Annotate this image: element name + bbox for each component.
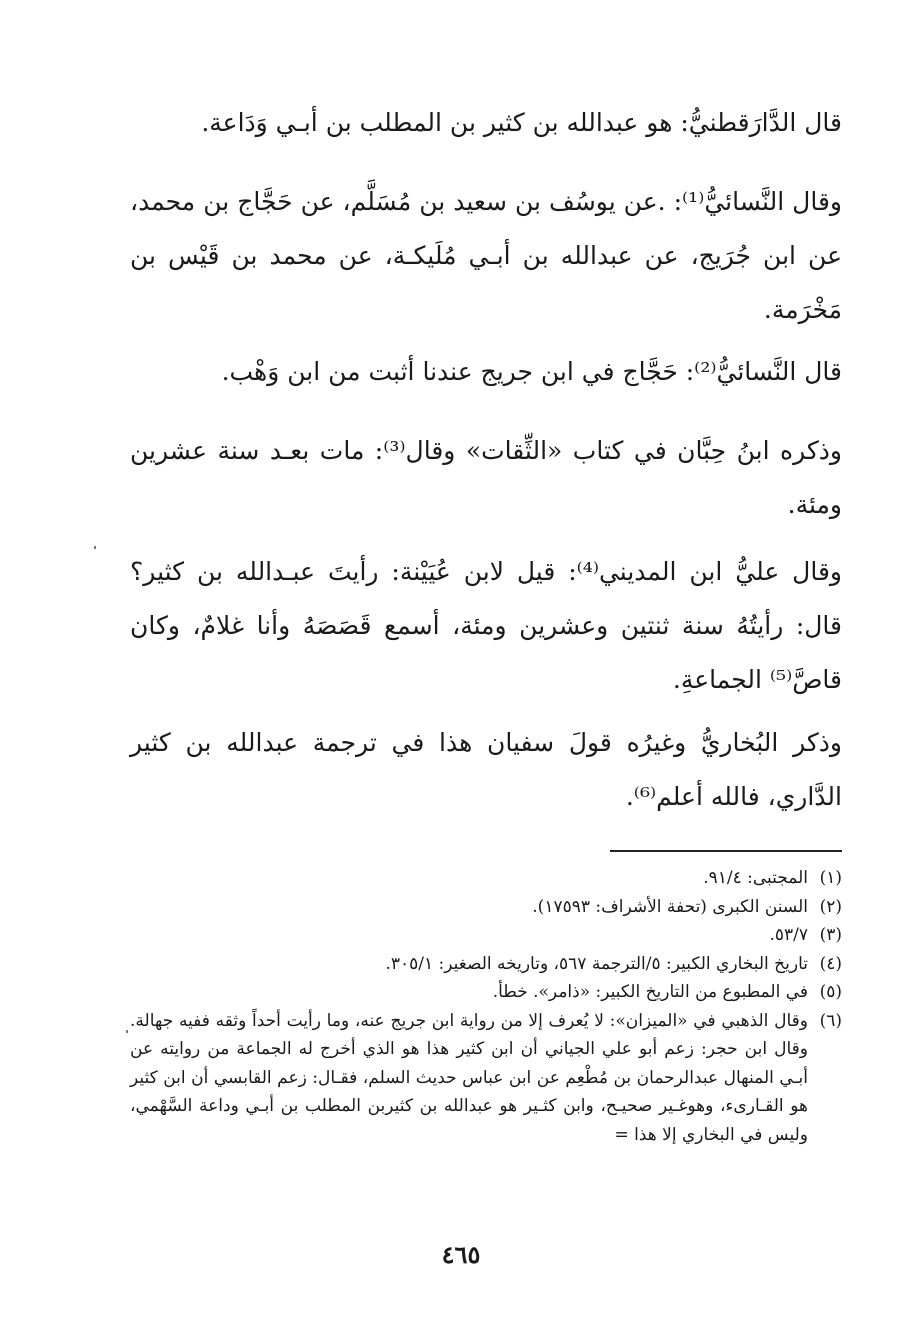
paragraph-nasai-isnad: وقال النَّسائيُّ⁽¹⁾: .عن يوسُف بن سعيد بن مُسَلَّم، عن حَجَّاج بن محمد، عن ابن جُرَيج، عن عبدالله بن أبـي مُلَيكـة، عن محمد بن قَيْس بن مَخْرَمة.: [130, 187, 842, 324]
footnote-text: تاريخ البخاري الكبير: ٥/الترجمة ٥٦٧، وتاريخه الصغير: ٣٠٥/١.: [385, 953, 808, 974]
footnote-number: (١): [819, 868, 842, 888]
footnote-text: السنن الكبرى (تحفة الأشراف: ١٧٥٩٣).: [532, 896, 808, 917]
footnote-number: (٢): [819, 896, 842, 917]
paragraph-daraqutni: قال الدَّارَقطنيُّ: هو عبدالله بن كثير بن المطلب بن أبـي وَدَاعة.: [201, 108, 842, 137]
footnote-number: (٤): [819, 953, 842, 974]
footnote-5: [130, 978, 842, 1007]
footnote-text: في المطبوع من التاريخ الكبير: «ذامر». خطأ.: [492, 982, 808, 1002]
footnote-1: [130, 864, 842, 893]
paragraph-nasai-hajjaj: قال النَّسائيُّ⁽²⁾: حَجَّاج في ابن جريج عندنا أثبت من ابن وَهْب.: [221, 357, 842, 386]
footnote-number: (٣): [819, 925, 842, 945]
scan-speck: [94, 546, 96, 549]
footnote-number: (٦): [819, 1010, 842, 1031]
paragraph-bukhari: وذكر البُخاريُّ وغيرُه قولَ سفيان هذا في ترجمة عبدالله بن كثير الدَّاري، فالله أعلم⁽⁶⁾.: [130, 728, 842, 811]
footnote-3: [130, 921, 842, 950]
footnote-6: [130, 1007, 842, 1150]
paragraph-ibn-hibban: وذكره ابنُ حِبَّان في كتاب «الثِّقات» وقال⁽³⁾: مات بعـد سنة عشرين ومئة.: [130, 436, 842, 519]
footnotes: [130, 864, 842, 1149]
footnote-number: (٥): [819, 982, 842, 1002]
footnote-text: وقال الذهبي في «الميزان»: لا يُعرف إلا من رواية ابن جريج عنه، وما رأيت أحداً وثقه ففيه جهالة. وقال ابن حجر: زعم أبو علي الجياني أن ابن كثير هذا هو الذي أخرج له الجماعة من روايته عن أبـي المنهال عبدالرحمان بن مُطْعِم عن ابن عباس حديث السلم، فقـال: زعم القابسي أن ابن كثير هو القـارىء، وهوغـير صحيـح، وابن كثـير هو عبدالله بن كثيربن المطلب بن أبـي وداعة السَّهْمي، وليس في البخاري إلا هذا =: [130, 1010, 808, 1145]
scan-speck: [126, 1030, 128, 1033]
footnote-text: المجتبى: ٩١/٤.: [703, 868, 808, 888]
footnote-text: ٥٣/٧.: [769, 925, 808, 945]
footnote-2: [130, 893, 842, 922]
page-number: ٤٦٥: [441, 1240, 481, 1269]
paragraph-ali-ibn-madini: وقال عليُّ ابن المديني⁽⁴⁾: قيل لابن عُيَيْنة: رأيتَ عبـدالله بن كثير؟ قال: رأيتُهُ سنة ثنتين وعشرين ومئة، أسمع قَصَصَهُ وأنا غلامٌ، وكان قاصَّ⁽⁵⁾ الجماعةِ.: [130, 557, 842, 694]
footnote-4: [130, 950, 842, 979]
footnote-separator: [610, 850, 842, 852]
